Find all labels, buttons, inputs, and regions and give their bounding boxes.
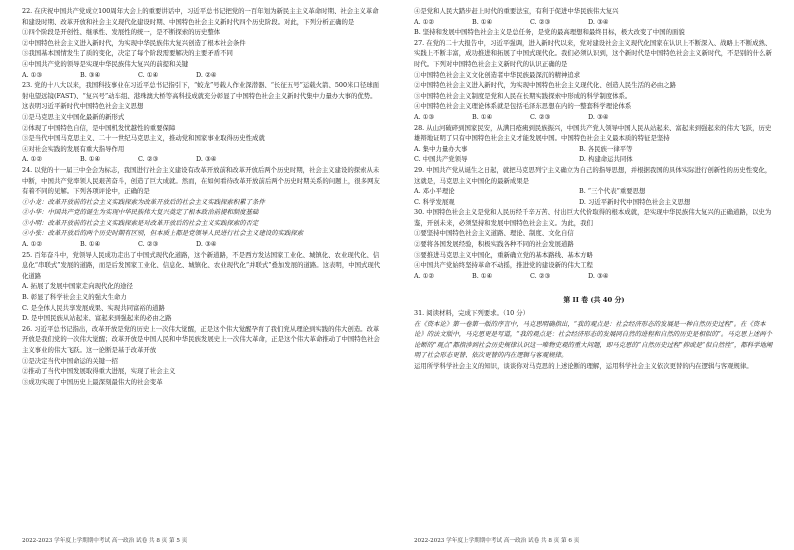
answer-option: B. ①④ [80, 155, 101, 164]
text-line: ①是决定当代中国命运的关键一招 [22, 356, 118, 365]
answer-option: D. ③④ [588, 112, 609, 121]
right-column [414, 6, 774, 372]
answer-option: B. 各民族一律平等 [579, 144, 633, 153]
text-line: A. 拓展了发展中国家走向现代化的途径 [22, 282, 133, 291]
answer-option: C. ②③ [530, 271, 551, 280]
question-stem: 31. 阅读材料，完成下列要求。（10 分） [414, 309, 530, 318]
quoted-statement: ③小明：改革开放前的社会主义实践探索是对改革开放后的社会主义实践探索的否定 [22, 218, 259, 227]
answer-option: B. ①④ [472, 271, 493, 280]
answer-option: A. ①② [414, 17, 435, 26]
left-column [22, 6, 382, 387]
answer-options [414, 186, 774, 197]
page-footer-right: 2022-2023 学年度上学期期中考试 高一政治 试卷 共 8 页 第 6 页 [414, 538, 580, 544]
text-line: ①中国特色社会主义文化创造者中华民族最深沉的精神追求 [414, 70, 581, 79]
text-line: ④对社会实践的发展有重大指导作用 [22, 144, 125, 153]
answer-option: D. ②④ [196, 70, 217, 79]
quoted-statement: ①小龙：改革开放前的社会主义实践探索为改革开放后的社会主义实践探索积累了条件 [22, 197, 265, 206]
answer-option: C. 中国共产党领导 [414, 155, 468, 164]
question-stem: 29. 中国共产党从诞生之日起，就把马克思列宁主义确立为自己的指导思想，并根据我国的具体实际进行创新性的历史性变化，这就是，马克思主义中国化的最新成果是 [414, 165, 772, 185]
question-stem: 22. 在庆祝中国共产党成立100周年大会上的重要讲话中，习近平总书记把党的一百年划为新民主主义革命时期、社会主义革命和建设时期、改革开放和社会主义现代化建设时期、中国特色社会主义新时代四个历史阶段。对此，下列分析正确的是 [22, 7, 379, 26]
text-line: ④中国共产党的领导是实现中华民族伟大复兴的前提和关键 [22, 59, 189, 68]
answer-options [414, 112, 774, 123]
text-line: ②要将各国发展经验，积极实践各种不同的社会发展道路 [414, 240, 574, 249]
answer-option: A. ①② [414, 271, 435, 280]
answer-options [22, 70, 382, 81]
answer-option: B. ①④ [472, 112, 493, 121]
text-line: ③中国特色社会主义制度是党和人民在长期实践探索中形成的科学制度体系。 [414, 91, 632, 100]
answer-option: D. ③④ [588, 17, 609, 26]
text-line: ②推动了当代中国发展取得重大进展，实现了社会主义 [22, 367, 176, 376]
answer-options [22, 154, 382, 165]
text-line: ④是党和人民大踏步赶上时代的重要法宝，有利于促进中华民族伟大复兴 [414, 7, 619, 15]
question-stem: 23. 党的十八大以来，我国科技事业在习近平总书记指引下，“蛟龙”号载人作业深潜器、“长征五号”运载火箭、500米口径球面射电望远镜(FAST)、“复兴号”动车组、港珠澳大桥等高科技成就充分彰显了中国特色社会主义新时代集中力量办大事的优势。这表明习近平新时代中国特色社会主义思想 [22, 81, 379, 111]
text-line: ②中国特色社会主义进入新时代，为实现中华民族伟大复兴创造了根本社会条件 [22, 38, 246, 47]
answer-option: C. ②③ [138, 240, 159, 249]
section-title: 第 II 卷 (共 40 分) [563, 296, 625, 305]
text-line: ①是马克思主义中国化最新的新形式 [22, 112, 125, 121]
answer-option: A. ①③ [414, 112, 435, 121]
text-line: ③我国基本国情发生了质的变化，决定了每个阶段需要解决的主要矛盾不同 [22, 49, 233, 58]
answer-option: B. “三个代表”重要思想 [579, 187, 646, 196]
answer-option: B. ③④ [80, 70, 101, 79]
spacer [414, 281, 774, 289]
answer-options [414, 154, 774, 165]
answer-option: D. ③④ [588, 271, 609, 280]
answer-option: B. ①④ [80, 240, 101, 249]
answer-option: D. 构建命运共同体 [579, 155, 633, 164]
text-line: ①四个阶段是开创性、继承性、发展性的统一，是不断探索的历史整体 [22, 28, 221, 37]
text-line: B. 坚持和发展中国特色社会主义是总任务，是党的最高理想和最终目标，极大改变了中国的面貌 [414, 28, 685, 37]
question-stem: 24. 以党的十一届三中全会为标志，我国进行社会主义建设有改革开放前和改革开放后两个历史时期，社会主义建设的探索从未中断，中国共产党率领人民艰苦奋斗，创造了巨大成就。然而，在如何看待改革开放前后两个历史时期关系的问题上，很多网友有着不同的见解。下列各项评论中，正确的是 [22, 165, 380, 196]
answer-option: C. ①④ [138, 70, 159, 79]
answer-option: C. ②③ [138, 155, 159, 164]
answer-option: D. 习近平新时代中国特色社会主义思想 [579, 197, 691, 206]
question-stem: 26. 习近平总书记指出，改革开放是党的历史上一次伟大觉醒，正是这个伟大觉醒孕育了我们党从理论到实践的伟大创造。改革开放是我们党的一次伟大觉醒；改革开放是中国人民和中华民族发展史上一次伟大革命，正是这个伟大革命推动了中国特色社会主义事业的伟大飞跃。这一论断是基于改革开放 [22, 324, 380, 354]
answer-option: A. 集中力量办大事 [414, 144, 468, 153]
text-line: C. 是全体人民共享发展成果、实现共同富裕的道路 [22, 303, 165, 312]
answer-option: B. ①④ [472, 17, 493, 26]
answer-option: C. 科学发展观 [414, 197, 455, 206]
text-line: D. 是中国民族从站起来、富起来到强起来的必由之路 [22, 314, 172, 323]
answer-option: A. 邓小平理论 [414, 187, 455, 196]
quoted-statement: ④小张：改革开放后的两个历史时期有区别，但本质上都是党领导人民进行社会主义建设的实践探索 [22, 229, 304, 238]
text-line: ③成功实现了中国历史上最深刻最伟大的社会变革 [22, 377, 163, 386]
text-line: ①要坚持中国特色社会主义道路、理论、制度、文化自信 [414, 229, 574, 238]
answer-options [414, 17, 774, 28]
answer-option: A. ①② [22, 240, 43, 249]
page-footer-left: 2022-2023 学年度上学期期中考试 高一政治 试卷 共 8 页 第 5 页 [22, 538, 188, 544]
text-line: ②体现了中国特色自信，是中国机发忧越性的重要保障 [22, 123, 176, 132]
text-line: B. 彰显了科学社会主义的强大生命力 [22, 293, 127, 302]
question-stem: 25. 百年奋斗中，党领导人民成功走出了中国式现代化道路，这个新道路，不是西方发达国家工业化、城镇化、农业现代化、信息化“串联式”发展的道路，而是后发国家工业化、信息化、城镇化、农业现代化“并联式”叠加发展的道路。这表明，中国式现代化道路 [22, 250, 381, 280]
answer-option: C. ②③ [530, 112, 551, 121]
answer-options [414, 144, 774, 155]
text-line: ③要推进马克思主义中国化，重新确立党的基本路线、基本方略 [414, 250, 593, 259]
text-line: ③是当代中国马克思主义、二十一世纪马克思主义，推动党和国家事业取得历史性成就 [22, 134, 265, 143]
answer-option: A. ①③ [22, 70, 43, 79]
text-line: ②中国特色社会主义进入新时代，为实现中国特色社会主义现代化、创造人民生活的必由之路 [414, 81, 677, 90]
answer-option: A. ①② [22, 155, 43, 164]
question-stem: 30. 中国特色社会主义是党和人民历经千辛万苦、付出巨大代价取得的根本成就，是实现中华民族伟大复兴的正确道路，以史为鉴，开创未来，必须坚持和发展中国特色社会主义。为此，我们 [414, 208, 772, 227]
answer-options [414, 197, 774, 208]
answer-options [22, 239, 382, 250]
answer-options [414, 271, 774, 282]
text-line: ④中国特色社会主义理论体系就是包括毛泽东思想在内的一整套科学理论体系 [414, 102, 632, 111]
answer-option: D. ③④ [196, 155, 217, 164]
text-line: ④中国共产党始终坚持革命不动摇，推进党的建设新的伟大工程 [414, 261, 593, 270]
quoted-statement: ②小华：中国共产党的诞生为实现中华民族伟大复兴奠定了根本政治前提和制度基础 [22, 208, 259, 217]
text-line: 运用所学科学社会主义的知识，谈谈你对马克思的上述论断的理解，运用科学社会主义依次更替的内在逻辑与客观规律。 [414, 362, 753, 370]
question-stem: 28. 从山河破碎到国家民安，从满目疮痍到民族振兴，中国共产党人领导中国人民从站起来、富起来到强起来的伟大飞跃，历史雄辩地证明了只有中国特色社会主义才能发展中国。中国特色社会主义最本质的特征是坚持 [414, 123, 772, 143]
question-stem: 27. 在党的二十大报告中，习近平强调，进入新时代以来，党对建设社会主义现代化国家在认识上不断深入、战略上不断成熟、实践上不断丰富，成功推进和拓展了中国式现代化。我们必须认识到，这个新时代是中国特色社会主义新时代，不是别的什么新时代。下列对中国特色社会主义新时代的认识正确的是 [414, 38, 772, 68]
answer-option: D. ③④ [196, 240, 217, 249]
quoted-statement: 在《资本论》第一卷第一版的序言中，马克思明确指出，“我的观点是：社会经济形态的发展是一种自然历史过程”。在《资本论》的法文版中，马克思更是写道，“我的观点是：社会经济形态的发展同自然的进程和自然的历史是相似的”。马克思上述两个论断的“观点”都指涉到社会历史规律认识这一唯物史观的重大问题，即马克思的“自然历史过程”抑或是“似自然性”，都科学地阐明了社会形态更替、依次更替的内在逻辑与客观规律。 [414, 319, 773, 360]
answer-option: C. ②③ [530, 17, 551, 26]
